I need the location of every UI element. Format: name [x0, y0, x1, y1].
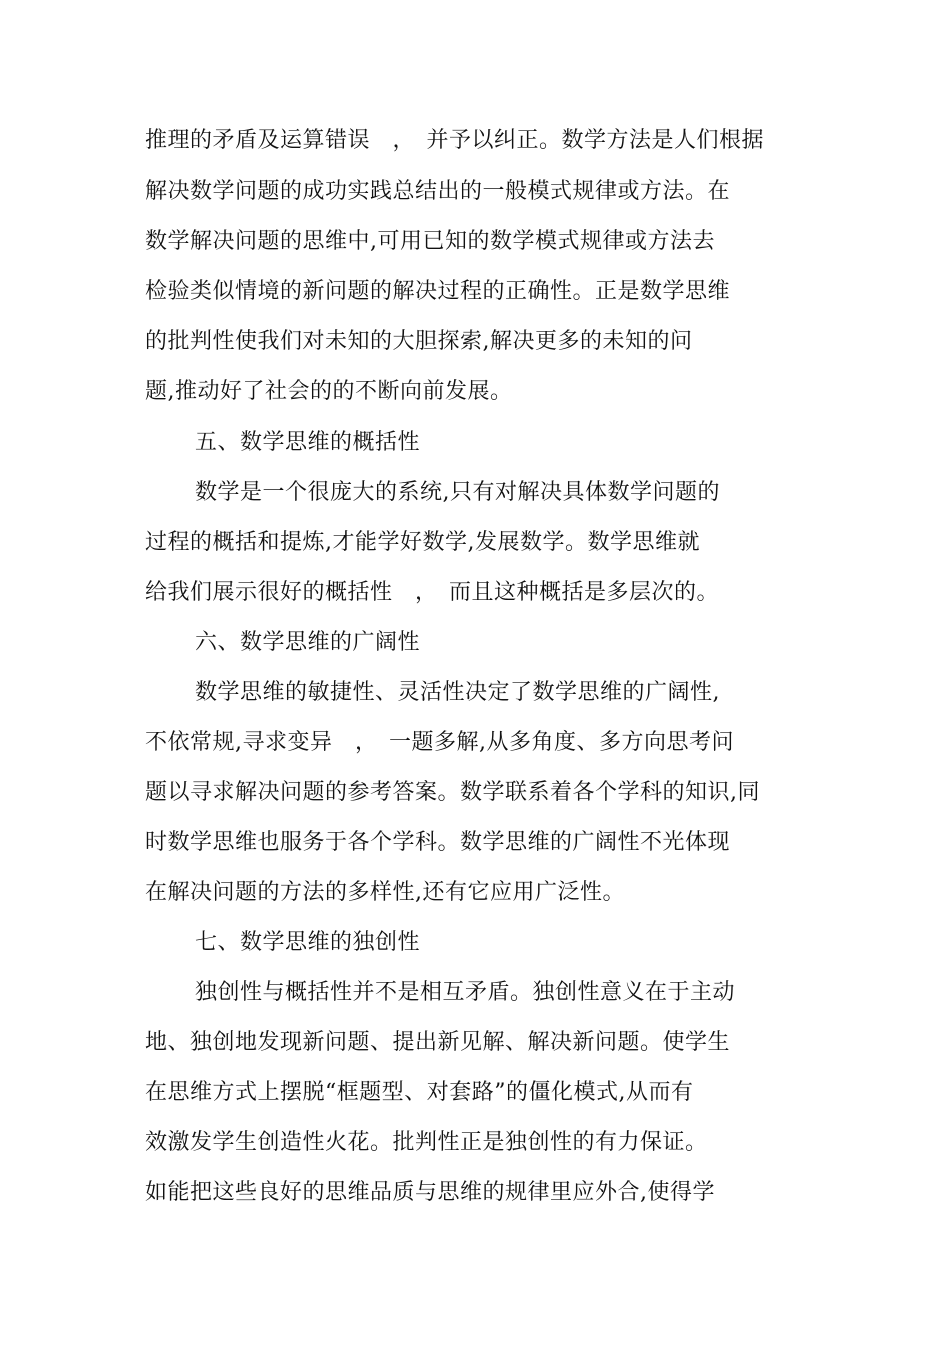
text-line: 过程的概括和提炼,才能学好数学,发展数学。数学思维就	[145, 530, 700, 555]
text-line: 给我们展示很好的概括性 ， 而且这种概括是多层次的。	[145, 580, 720, 605]
text-line: 数学思维的敏捷性、灵活性决定了数学思维的广阔性,	[195, 680, 720, 705]
text-line: 题以寻求解决问题的参考答案。数学联系着各个学科的知识,同	[145, 780, 760, 805]
text-line: 如能把这些良好的思维品质与思维的规律里应外合,使得学	[145, 1180, 715, 1205]
text-line: 的批判性使我们对未知的大胆探索,解决更多的未知的问	[145, 329, 693, 354]
text-line: 解决数学问题的成功实践总结出的一般模式规律或方法。在	[145, 179, 731, 204]
text-line: 时数学思维也服务于各个学科。数学思维的广阔性不光体现	[145, 830, 731, 855]
text-line: 不依常规,寻求变异 ， 一题多解,从多角度、多方向思考问	[145, 730, 734, 755]
text-line: 独创性与概括性并不是相互矛盾。独创性意义在于主动	[195, 980, 736, 1005]
text-line: 数学解决问题的思维中,可用已知的数学模式规律或方法去	[145, 229, 715, 254]
text-line: 在解决问题的方法的多样性,还有它应用广泛性。	[145, 880, 625, 905]
section-heading: 五、数学思维的概括性	[195, 430, 421, 455]
text-line: 检验类似情境的新问题的解决过程的正确性。正是数学思维	[145, 279, 731, 304]
text-line: 效激发学生创造性火花。批判性正是独创性的有力保证。	[145, 1130, 708, 1155]
text-line: 题,推动好了社会的的不断向前发展。	[145, 379, 513, 404]
text-line: 地、独创地发现新问题、提出新见解、解决新问题。使学生	[145, 1030, 731, 1055]
section-heading: 六、数学思维的广阔性	[195, 630, 421, 655]
text-line: 推理的矛盾及运算错误 ， 并予以纠正。数学方法是人们根据	[145, 128, 765, 153]
section-heading: 七、数学思维的独创性	[195, 930, 421, 955]
text-line: 在思维方式上摆脱“框题型、对套路”的僵化模式,从而有	[145, 1080, 694, 1105]
text-line: 数学是一个很庞大的系统,只有对解决具体数学问题的	[195, 480, 720, 505]
